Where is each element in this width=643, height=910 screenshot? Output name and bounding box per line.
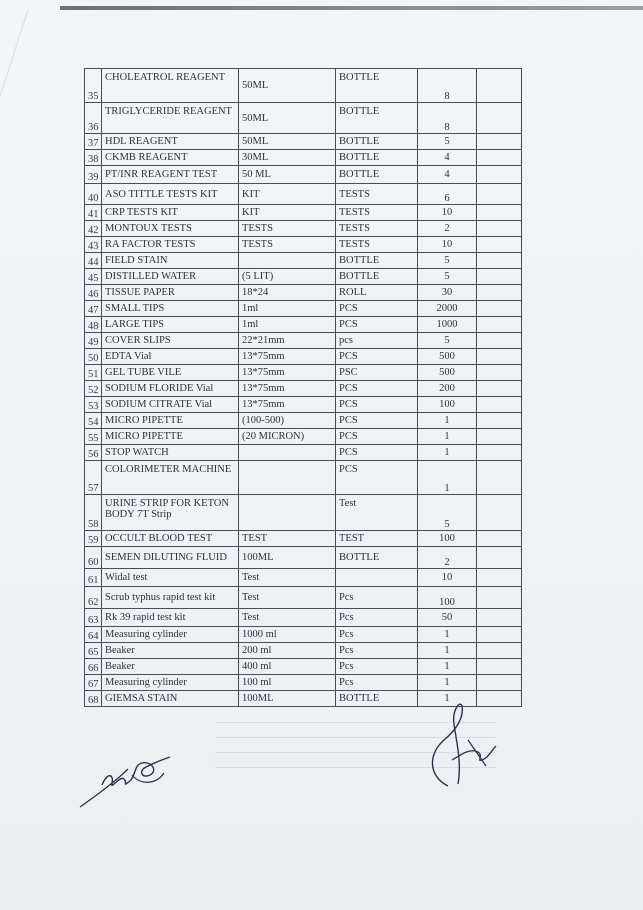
- table-row: [85, 609, 522, 627]
- empty-cell: [477, 103, 522, 134]
- item-name: RA FACTOR TESTS: [102, 237, 239, 253]
- item-quantity: TESTS: [239, 237, 336, 253]
- table-row: [85, 547, 522, 569]
- table-row: [85, 184, 522, 205]
- item-count: 200: [418, 381, 477, 397]
- empty-cell: [477, 609, 522, 627]
- table-row: [85, 627, 522, 643]
- item-name: HDL REAGENT: [102, 134, 239, 150]
- item-name: DISTILLED WATER: [102, 269, 239, 285]
- item-unit: TESTS: [336, 237, 418, 253]
- item-name: Beaker: [102, 643, 239, 659]
- item-count: 4: [418, 166, 477, 184]
- item-quantity: KIT: [239, 205, 336, 221]
- item-name: TRIGLYCERIDE REAGENT: [102, 103, 239, 134]
- row-number: 65: [85, 643, 102, 659]
- empty-cell: [477, 285, 522, 301]
- item-unit: PCS: [336, 413, 418, 429]
- empty-cell: [477, 675, 522, 691]
- row-number: 43: [85, 237, 102, 253]
- item-unit: Pcs: [336, 659, 418, 675]
- table-row: [85, 413, 522, 429]
- item-quantity: TESTS: [239, 221, 336, 237]
- item-name: SEMEN DILUTING FLUID: [102, 547, 239, 569]
- row-number: 62: [85, 587, 102, 609]
- item-unit: Pcs: [336, 643, 418, 659]
- empty-cell: [477, 269, 522, 285]
- item-name: GEL TUBE VILE: [102, 365, 239, 381]
- row-number: 44: [85, 253, 102, 269]
- table-row: [85, 381, 522, 397]
- item-quantity: 100ML: [239, 691, 336, 707]
- item-count: 100: [418, 397, 477, 413]
- item-unit: ROLL: [336, 285, 418, 301]
- empty-cell: [477, 349, 522, 365]
- item-count: 10: [418, 569, 477, 587]
- empty-cell: [477, 317, 522, 333]
- table-row: [85, 587, 522, 609]
- table-row: [85, 333, 522, 349]
- item-unit: BOTTLE: [336, 691, 418, 707]
- item-unit: TESTS: [336, 184, 418, 205]
- row-number: 39: [85, 166, 102, 184]
- item-quantity: 400 ml: [239, 659, 336, 675]
- row-number: 48: [85, 317, 102, 333]
- row-number: 38: [85, 150, 102, 166]
- item-quantity: (20 MICRON): [239, 429, 336, 445]
- item-count: 10: [418, 205, 477, 221]
- empty-cell: [477, 221, 522, 237]
- row-number: 49: [85, 333, 102, 349]
- item-quantity: 100ML: [239, 547, 336, 569]
- table-row: [85, 397, 522, 413]
- item-name: CHOLEATROL REAGENT: [102, 69, 239, 103]
- empty-cell: [477, 495, 522, 531]
- table-row: [85, 429, 522, 445]
- item-quantity: [239, 461, 336, 495]
- item-unit: PCS: [336, 317, 418, 333]
- item-quantity: [239, 445, 336, 461]
- item-unit: Pcs: [336, 609, 418, 627]
- item-count: 2000: [418, 301, 477, 317]
- item-quantity: 50ML: [239, 103, 336, 134]
- item-unit: PCS: [336, 461, 418, 495]
- table-row: [85, 103, 522, 134]
- table-row: [85, 569, 522, 587]
- row-number: 37: [85, 134, 102, 150]
- empty-cell: [477, 166, 522, 184]
- empty-cell: [477, 531, 522, 547]
- row-number: 58: [85, 495, 102, 531]
- empty-cell: [477, 237, 522, 253]
- item-unit: PCS: [336, 381, 418, 397]
- item-name: TISSUE PAPER: [102, 285, 239, 301]
- item-quantity: 1ml: [239, 301, 336, 317]
- empty-cell: [477, 413, 522, 429]
- item-count: 1000: [418, 317, 477, 333]
- item-unit: TEST: [336, 531, 418, 547]
- table-row: [85, 445, 522, 461]
- item-quantity: 50ML: [239, 134, 336, 150]
- item-unit: BOTTLE: [336, 253, 418, 269]
- table-row: [85, 221, 522, 237]
- item-count: 5: [418, 333, 477, 349]
- item-count: 5: [418, 134, 477, 150]
- item-unit: BOTTLE: [336, 547, 418, 569]
- empty-cell: [477, 333, 522, 349]
- table-row: [85, 237, 522, 253]
- item-count: 8: [418, 103, 477, 134]
- item-count: 2: [418, 221, 477, 237]
- empty-cell: [477, 184, 522, 205]
- row-number: 35: [85, 69, 102, 103]
- item-name: Widal test: [102, 569, 239, 587]
- item-quantity: 22*21mm: [239, 333, 336, 349]
- item-count: 1: [418, 643, 477, 659]
- row-number: 36: [85, 103, 102, 134]
- row-number: 46: [85, 285, 102, 301]
- item-name: LARGE TIPS: [102, 317, 239, 333]
- item-quantity: 13*75mm: [239, 365, 336, 381]
- item-count: 100: [418, 587, 477, 609]
- item-count: 1: [418, 429, 477, 445]
- empty-cell: [477, 429, 522, 445]
- item-unit: TESTS: [336, 221, 418, 237]
- table-row: [85, 531, 522, 547]
- row-number: 64: [85, 627, 102, 643]
- item-count: 6: [418, 184, 477, 205]
- item-count: 1: [418, 627, 477, 643]
- item-count: 500: [418, 365, 477, 381]
- item-unit: Pcs: [336, 627, 418, 643]
- empty-cell: [477, 69, 522, 103]
- row-number: 59: [85, 531, 102, 547]
- row-number: 68: [85, 691, 102, 707]
- item-name: EDTA Vial: [102, 349, 239, 365]
- item-count: 5: [418, 495, 477, 531]
- table-row: [85, 301, 522, 317]
- table-row: [85, 365, 522, 381]
- item-unit: Test: [336, 495, 418, 531]
- table-row: [85, 349, 522, 365]
- item-quantity: Test: [239, 569, 336, 587]
- empty-cell: [477, 659, 522, 675]
- table-row: [85, 461, 522, 495]
- scanner-edge: [60, 6, 643, 10]
- item-unit: PCS: [336, 397, 418, 413]
- item-quantity: 100 ml: [239, 675, 336, 691]
- item-name: COVER SLIPS: [102, 333, 239, 349]
- item-unit: PCS: [336, 445, 418, 461]
- item-count: 1: [418, 461, 477, 495]
- item-unit: PSC: [336, 365, 418, 381]
- item-quantity: (100-500): [239, 413, 336, 429]
- item-unit: PCS: [336, 429, 418, 445]
- item-count: 8: [418, 69, 477, 103]
- item-count: 1: [418, 413, 477, 429]
- item-quantity: 13*75mm: [239, 381, 336, 397]
- items-table: [84, 68, 522, 707]
- item-quantity: TEST: [239, 531, 336, 547]
- item-quantity: [239, 495, 336, 531]
- item-unit: BOTTLE: [336, 166, 418, 184]
- signature-left: [72, 735, 182, 815]
- item-name: FIELD STAIN: [102, 253, 239, 269]
- empty-cell: [477, 461, 522, 495]
- empty-cell: [477, 365, 522, 381]
- row-number: 52: [85, 381, 102, 397]
- item-quantity: (5 LIT): [239, 269, 336, 285]
- item-name: MICRO PIPETTE: [102, 429, 239, 445]
- item-quantity: Test: [239, 587, 336, 609]
- row-number: 40: [85, 184, 102, 205]
- table-row: [85, 69, 522, 103]
- item-count: 10: [418, 237, 477, 253]
- item-count: 2: [418, 547, 477, 569]
- row-number: 45: [85, 269, 102, 285]
- item-name: PT/INR REAGENT TEST: [102, 166, 239, 184]
- item-name: Scrub typhus rapid test kit: [102, 587, 239, 609]
- item-count: 5: [418, 253, 477, 269]
- empty-cell: [477, 381, 522, 397]
- item-name: URINE STRIP FOR KETON BODY 7T Strip: [102, 495, 239, 531]
- item-count: 30: [418, 285, 477, 301]
- item-name: CKMB REAGENT: [102, 150, 239, 166]
- empty-cell: [477, 134, 522, 150]
- empty-cell: [477, 397, 522, 413]
- item-name: MONTOUX TESTS: [102, 221, 239, 237]
- row-number: 60: [85, 547, 102, 569]
- empty-cell: [477, 643, 522, 659]
- table-row: [85, 495, 522, 531]
- item-quantity: KIT: [239, 184, 336, 205]
- item-name: SODIUM CITRATE Vial: [102, 397, 239, 413]
- item-count: 1: [418, 445, 477, 461]
- item-quantity: 13*75mm: [239, 397, 336, 413]
- item-quantity: 1ml: [239, 317, 336, 333]
- row-number: 53: [85, 397, 102, 413]
- item-unit: [336, 569, 418, 587]
- row-number: 51: [85, 365, 102, 381]
- row-number: 56: [85, 445, 102, 461]
- table-row: [85, 205, 522, 221]
- item-quantity: 30ML: [239, 150, 336, 166]
- item-name: Beaker: [102, 659, 239, 675]
- item-quantity: 50 ML: [239, 166, 336, 184]
- item-name: Measuring cylinder: [102, 627, 239, 643]
- item-quantity: 200 ml: [239, 643, 336, 659]
- table-row: [85, 253, 522, 269]
- row-number: 50: [85, 349, 102, 365]
- empty-cell: [477, 587, 522, 609]
- item-unit: TESTS: [336, 205, 418, 221]
- item-unit: PCS: [336, 349, 418, 365]
- row-number: 41: [85, 205, 102, 221]
- table-row: [85, 134, 522, 150]
- item-unit: BOTTLE: [336, 269, 418, 285]
- empty-cell: [477, 569, 522, 587]
- item-name: Rk 39 rapid test kit: [102, 609, 239, 627]
- item-name: OCCULT BLOOD TEST: [102, 531, 239, 547]
- row-number: 57: [85, 461, 102, 495]
- empty-cell: [477, 301, 522, 317]
- table-row: [85, 659, 522, 675]
- item-count: 1: [418, 659, 477, 675]
- item-name: STOP WATCH: [102, 445, 239, 461]
- empty-cell: [477, 205, 522, 221]
- empty-cell: [477, 627, 522, 643]
- item-unit: Pcs: [336, 587, 418, 609]
- item-name: MICRO PIPETTE: [102, 413, 239, 429]
- item-unit: BOTTLE: [336, 69, 418, 103]
- item-count: 5: [418, 269, 477, 285]
- table-row: [85, 675, 522, 691]
- item-unit: PCS: [336, 301, 418, 317]
- table-row: [85, 643, 522, 659]
- item-name: ASO TITTLE TESTS KIT: [102, 184, 239, 205]
- item-unit: BOTTLE: [336, 103, 418, 134]
- item-count: 4: [418, 150, 477, 166]
- item-count: 50: [418, 609, 477, 627]
- row-number: 66: [85, 659, 102, 675]
- item-quantity: Test: [239, 609, 336, 627]
- item-name: CRP TESTS KIT: [102, 205, 239, 221]
- item-count: 500: [418, 349, 477, 365]
- table-row: [85, 285, 522, 301]
- empty-cell: [477, 253, 522, 269]
- item-unit: Pcs: [336, 675, 418, 691]
- item-unit: BOTTLE: [336, 150, 418, 166]
- item-quantity: 18*24: [239, 285, 336, 301]
- row-number: 47: [85, 301, 102, 317]
- item-quantity: 50ML: [239, 69, 336, 103]
- row-number: 67: [85, 675, 102, 691]
- table-row: [85, 166, 522, 184]
- item-count: 1: [418, 675, 477, 691]
- row-number: 63: [85, 609, 102, 627]
- row-number: 61: [85, 569, 102, 587]
- item-count: 1: [418, 691, 477, 707]
- item-quantity: [239, 253, 336, 269]
- row-number: 55: [85, 429, 102, 445]
- item-quantity: 13*75mm: [239, 349, 336, 365]
- item-name: Measuring cylinder: [102, 675, 239, 691]
- item-name: SMALL TIPS: [102, 301, 239, 317]
- item-name: SODIUM FLORIDE Vial: [102, 381, 239, 397]
- row-number: 54: [85, 413, 102, 429]
- item-unit: BOTTLE: [336, 134, 418, 150]
- item-unit: pcs: [336, 333, 418, 349]
- empty-cell: [477, 150, 522, 166]
- signature-right: [418, 700, 508, 790]
- table-row: [85, 150, 522, 166]
- item-name: COLORIMETER MACHINE: [102, 461, 239, 495]
- table-row: [85, 317, 522, 333]
- table-row: [85, 269, 522, 285]
- empty-cell: [477, 445, 522, 461]
- item-quantity: 1000 ml: [239, 627, 336, 643]
- empty-cell: [477, 547, 522, 569]
- item-count: 100: [418, 531, 477, 547]
- row-number: 42: [85, 221, 102, 237]
- item-name: GIEMSA STAIN: [102, 691, 239, 707]
